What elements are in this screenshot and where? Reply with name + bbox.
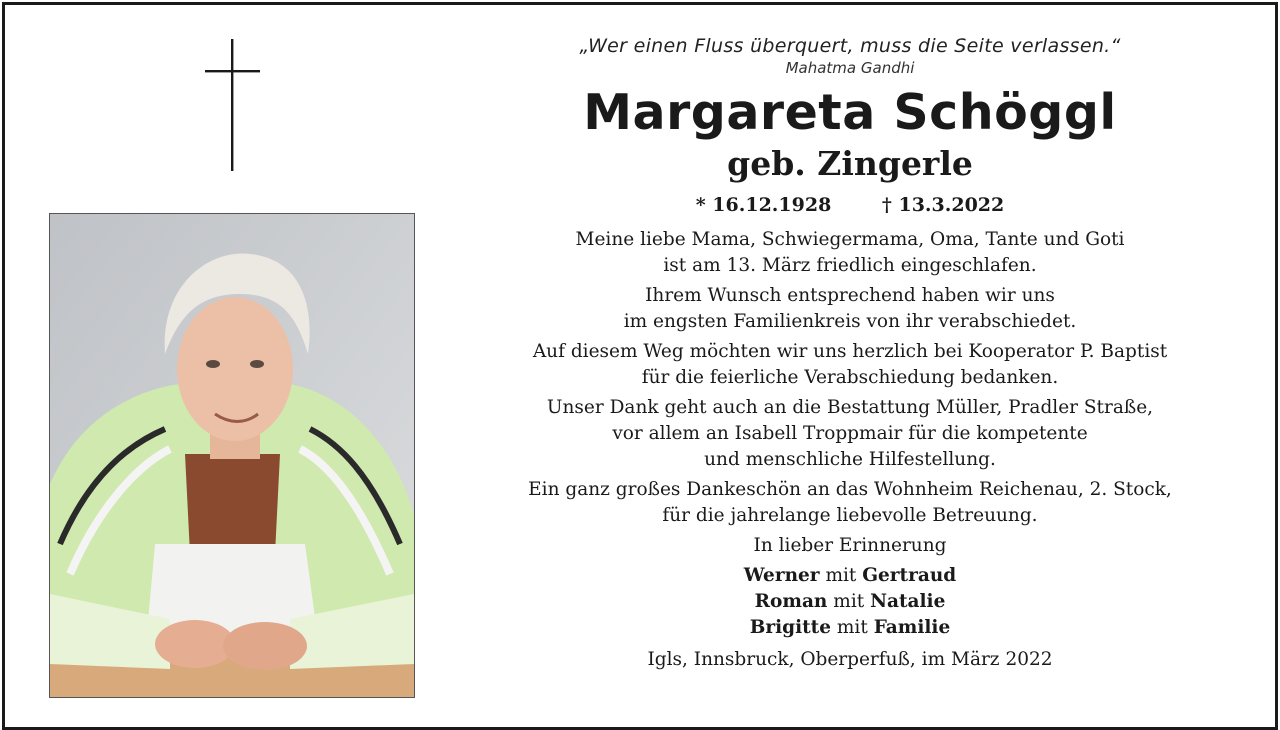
paragraph-4: [475, 395, 1225, 473]
obituary-text: [475, 33, 1225, 673]
life-dates: [475, 193, 1225, 217]
quote-text: „Wer einen Fluss überquert, muss die Seite verlassen.“: [579, 35, 1121, 57]
death-date: † 13.3.2022: [881, 194, 1005, 216]
paragraph-2: [475, 283, 1225, 335]
paragraph-line: ist am 13. März friedlich eingeschlafen.: [663, 255, 1037, 276]
deceased-name: Margareta Schöggl: [583, 84, 1117, 141]
signer-joiner: mit: [825, 565, 857, 586]
paragraph-line: für die jahrelange liebevolle Betreuung.: [662, 505, 1038, 526]
closing-line: In lieber Erinnerung: [753, 535, 947, 556]
portrait-photo: [49, 213, 415, 698]
paragraph-5: [475, 477, 1225, 529]
cross-icon: [203, 39, 263, 171]
signer-joiner: mit: [836, 617, 868, 638]
birth-date: * 16.12.1928: [695, 194, 832, 216]
signer-second: Natalie: [870, 591, 946, 612]
paragraph-line: vor allem an Isabell Troppmair für die kompetente: [612, 423, 1088, 444]
obituary-card: [2, 2, 1278, 730]
signer-first: Brigitte: [749, 617, 831, 638]
signer-second: Gertraud: [862, 565, 957, 586]
paragraph-line: im engsten Familienkreis von ihr verabschiedet.: [623, 311, 1077, 332]
paragraph-1: [475, 227, 1225, 279]
quote-author: Mahatma Gandhi: [785, 59, 915, 77]
signer-first: Werner: [743, 565, 820, 586]
signer-second: Familie: [873, 617, 951, 638]
paragraph-line: für die feierliche Verabschiedung bedanken.: [641, 367, 1059, 388]
maiden-name: geb. Zingerle: [727, 144, 973, 183]
signers: [475, 563, 1225, 641]
signer-row: [475, 589, 1225, 615]
signer-first: Roman: [754, 591, 828, 612]
place-date: Igls, Innsbruck, Oberperfuß, im März 2022: [647, 649, 1053, 670]
paragraph-3: [475, 339, 1225, 391]
paragraph-line: Unser Dank geht auch an die Bestattung Müller, Pradler Straße,: [546, 397, 1154, 418]
paragraph-line: Auf diesem Weg möchten wir uns herzlich bei Kooperator P. Baptist: [532, 341, 1168, 362]
signer-row: [475, 563, 1225, 589]
paragraph-line: Ein ganz großes Dankeschön an das Wohnheim Reichenau, 2. Stock,: [528, 479, 1172, 500]
signer-joiner: mit: [833, 591, 865, 612]
paragraph-line: und menschliche Hilfestellung.: [704, 449, 996, 470]
paragraph-line: Meine liebe Mama, Schwiegermama, Oma, Tante und Goti: [575, 229, 1125, 250]
signer-row: [475, 615, 1225, 641]
paragraph-line: Ihrem Wunsch entsprechend haben wir uns: [645, 285, 1055, 306]
